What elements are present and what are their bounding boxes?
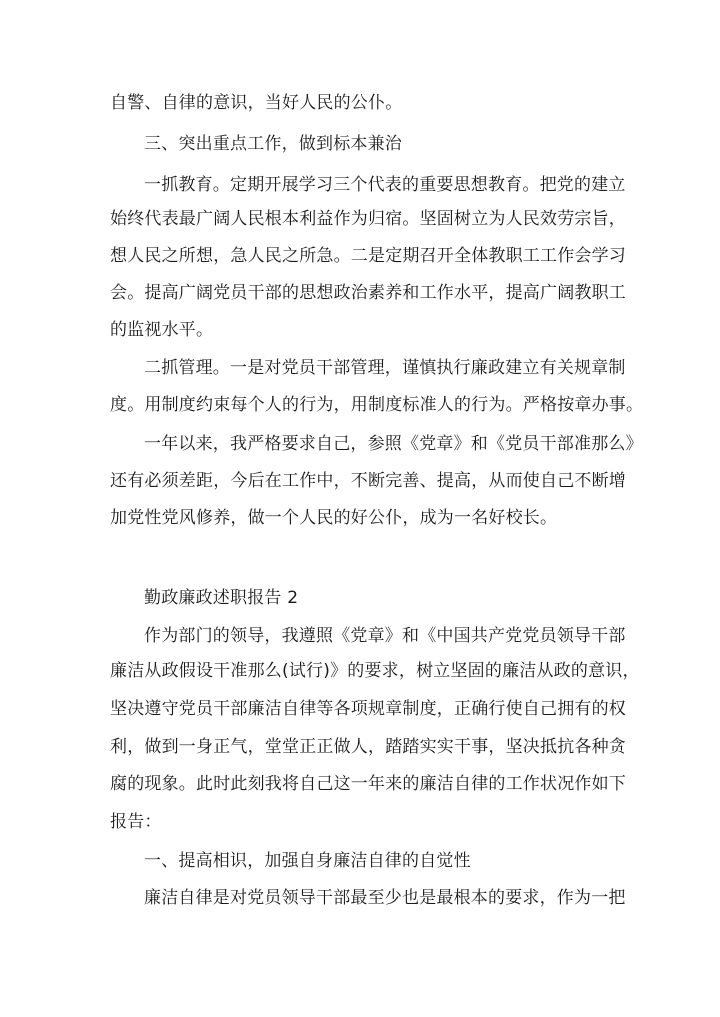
text-line: 一抓教育。定期开展学习三个代表的重要思想教育。把党的建立 bbox=[144, 175, 626, 195]
document-title: 勤政廉政述职报告 2 bbox=[144, 588, 299, 608]
text-line: 坚决遵守党员干部廉洁自律等各项规章制度，正确行使自己拥有的权 bbox=[110, 699, 626, 719]
text-line: 自警、自律的意识，当好人民的公仆。 bbox=[110, 93, 403, 113]
text-line: 廉洁从政假设干准那么(试行)》的要求，树立坚固的廉洁从政的意识， bbox=[110, 661, 640, 681]
text-line: 一年以来，我严格要求自己，参照《党章》和《党员干部准那么》 bbox=[144, 434, 643, 454]
text-line: 度。用制度约束每个人的行为，用制度标准人的行为。严格按章办事。 bbox=[110, 395, 644, 415]
section-heading: 三、突出重点工作，做到标本兼治 bbox=[144, 134, 402, 154]
text-line: 廉洁自律是对党员领导干部最至少也是最根本的要求，作为一把 bbox=[144, 888, 626, 908]
text-line: 利，做到一身正气，堂堂正正做人，踏踏实实干事，坚决抵抗各种贪 bbox=[110, 737, 626, 757]
text-line: 腐的现象。此时此刻我将自己这一年来的廉洁自律的工作状况作如下 bbox=[110, 774, 626, 794]
text-line: 加党性党风修养，做一个人民的好公仆，成为一名好校长。 bbox=[110, 508, 558, 528]
text-line: 还有必须差距，今后在工作中，不断完善、提高，从而使自己不断增 bbox=[110, 471, 626, 491]
text-line: 始终代表最广阔人民根本利益作为归宿。坚固树立为人民效劳宗旨， bbox=[110, 209, 626, 229]
text-line: 会。提高广阔党员干部的思想政治素养和工作水平，提高广阔教职工 bbox=[110, 283, 626, 303]
text-line: 报告： bbox=[110, 812, 162, 832]
text-line: 二抓管理。一是对党员干部管理，谨慎执行廉政建立有关规章制 bbox=[144, 358, 626, 378]
text-line: 的监视水平。 bbox=[110, 320, 214, 340]
text-line: 作为部门的领导，我遵照《党章》和《中国共产党党员领导干部 bbox=[144, 626, 626, 646]
section-heading: 一、提高相识，加强自身廉洁自律的自觉性 bbox=[144, 851, 471, 871]
text-line: 想人民之所想，急人民之所急。二是定期召开全体教职工工作会学习 bbox=[110, 246, 626, 266]
